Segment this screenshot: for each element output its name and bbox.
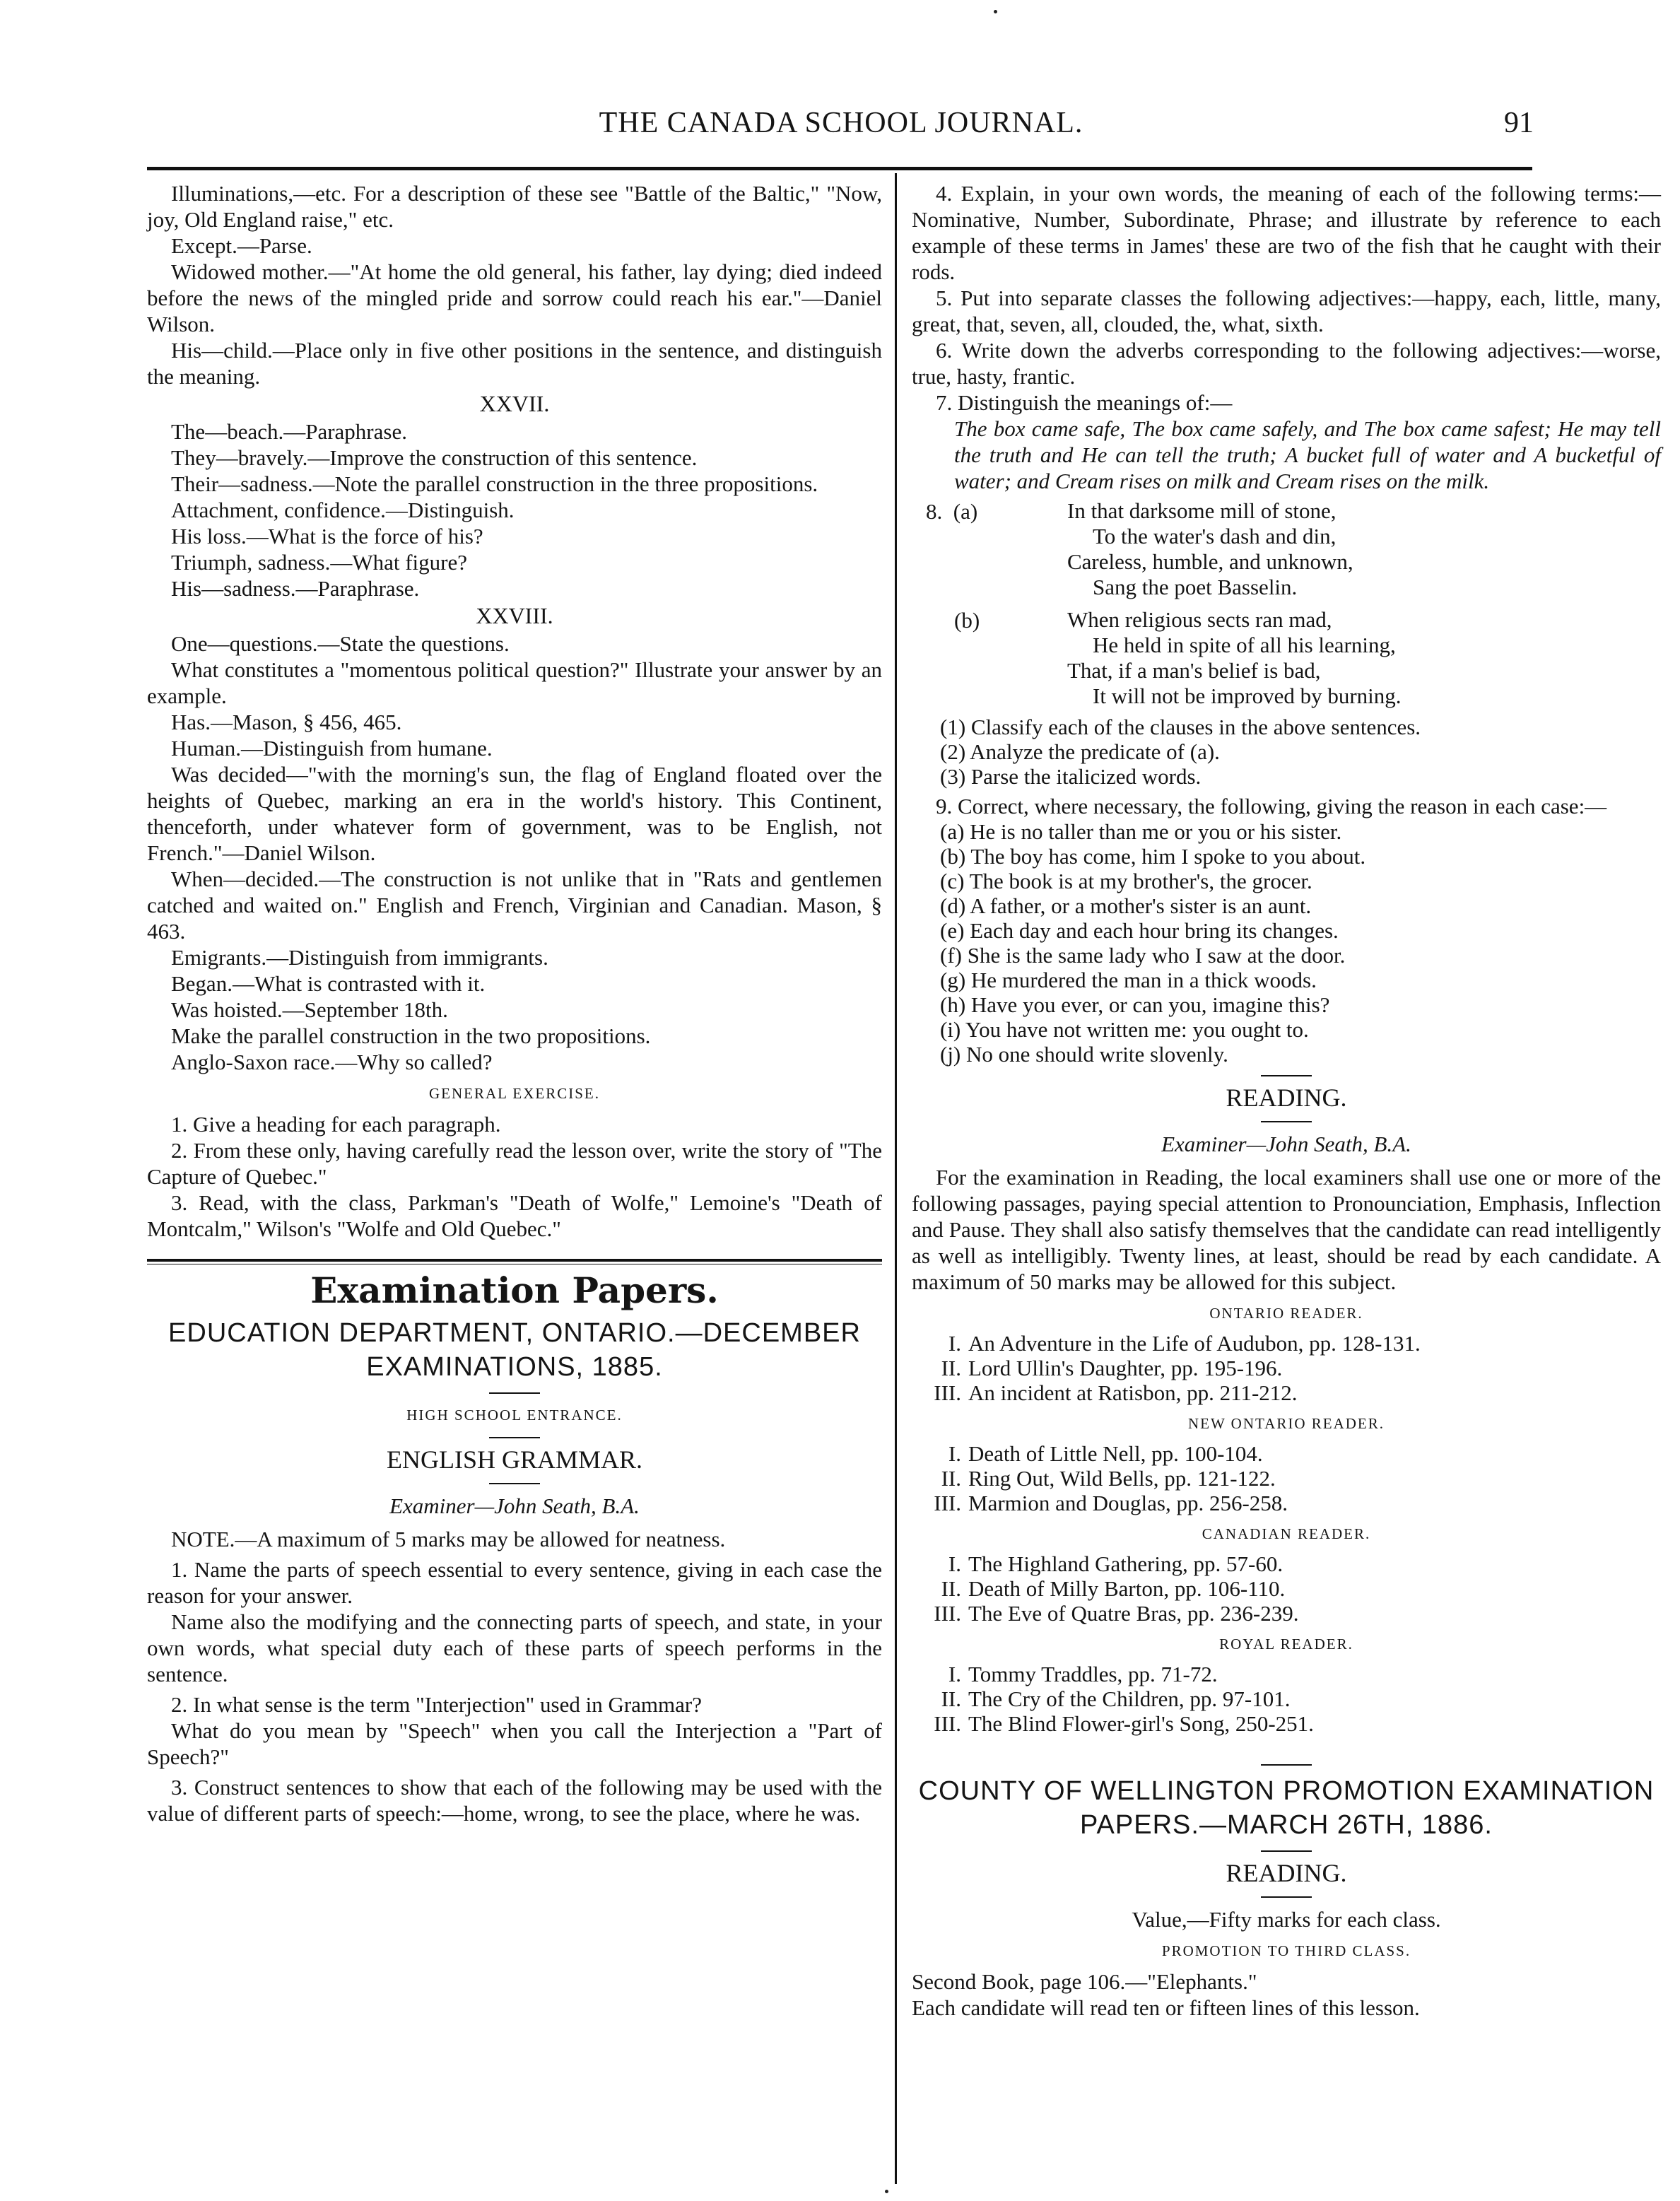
column-divider [895,173,897,2184]
roman-numeral: III. [934,1711,961,1736]
short-rule [1261,1121,1312,1122]
exam-heading: COUNTY OF WELLINGTON PROMOTION EXAMINATION PAPERS.—MARCH 26TH, 1886. [918,1776,1655,1840]
list-item: (i) You have not written me: you ought to. [940,1017,1309,1042]
paragraph: Began.—What is contrasted with it. [171,971,486,996]
lesson-title: The Cry of the Children, pp. 97-101. [968,1686,1291,1711]
list-item: (c) The book is at my brother's, the grocer. [940,869,1312,893]
subject-heading: READING. [1226,1859,1347,1887]
section-rule [147,1259,882,1264]
paragraph: Attachment, confidence.—Distinguish. [171,498,515,522]
lesson-title: Death of Milly Barton, pp. 106-110. [968,1576,1286,1601]
lesson-title: Lord Ullin's Daughter, pp. 195-196. [968,1356,1283,1380]
paragraph: Make the parallel construction in the two propositions. [171,1023,651,1048]
question: 1. Name the parts of speech essential to every sentence, giving in each case the reason for your answer. [147,1557,882,1608]
paragraph: What constitutes a "momentous political question?" Illustrate your answer by an example. [147,657,882,708]
list-item [933,1380,1661,1405]
subheading: PROMOTION TO THIRD CLASS. [1161,1942,1411,1959]
list-item [933,1576,1661,1601]
roman-numeral: I. [948,1662,961,1686]
list-item: (h) Have you ever, or can you, imagine this? [940,992,1330,1017]
reader-list [933,1551,1661,1626]
paragraph: Was hoisted.—September 18th. [171,997,448,1022]
lesson-title: An incident at Ratisbon, pp. 211-212. [968,1380,1298,1405]
paragraph: Has.—Mason, § 456, 465. [171,710,402,734]
list-item: (3) Parse the italicized words. [940,764,1202,789]
poem-line: In that darksome mill of stone, [1067,498,1337,523]
left-column [147,180,882,1826]
paragraph: Except.—Parse. [171,233,312,258]
poem-line: He held in spite of all his learning, [1093,633,1396,657]
poem-line: That, if a man's belief is bad, [1067,658,1321,683]
roman-numeral: II. [941,1576,961,1601]
label: (a) [953,499,978,524]
short-rule [1261,1764,1312,1766]
subject-heading: READING. [1226,1084,1347,1112]
list-item [933,1441,1661,1466]
roman-numeral: III. [934,1601,961,1626]
question: 2. In what sense is the term "Interjection" used in Grammar? [171,1692,702,1717]
note: NOTE.—A maximum of 5 marks may be allowed for neatness. [171,1527,726,1551]
paragraph: His—sadness.—Paraphrase. [171,576,420,601]
exam-heading: EDUCATION DEPARTMENT, ONTARIO.—DECEMBER EXAMINATIONS, 1885. [168,1318,861,1382]
paragraph: His loss.—What is the force of his? [171,524,483,548]
paragraph: Anglo-Saxon race.—Why so called? [171,1050,493,1074]
short-rule [1261,1896,1312,1898]
examiner-line: Examiner—John Seath, B.A. [1161,1132,1411,1156]
lesson-title: The Eve of Quatre Bras, pp. 236-239. [968,1601,1299,1626]
paragraph: Was decided—"with the morning's sun, the flag of England floated over the heights of Quebec, marking an era in the world's history. This Continent, thenceforth, under whatever form of government, was to be English, not French."—Daniel Wilson. [147,762,882,865]
value-line: Value,—Fifty marks for each class. [1132,1907,1441,1932]
lesson-title: Ring Out, Wild Bells, pp. 121-122. [968,1466,1276,1491]
lesson-title: Death of Little Nell, pp. 100-104. [968,1441,1263,1466]
question: 9. Correct, where necessary, the following, giving the reason in each case:— [936,794,1607,818]
poem-line: To the water's dash and din, [1093,524,1337,548]
list-item [933,1466,1661,1491]
print-speck [994,10,997,13]
roman-numeral: II. [941,1686,961,1711]
list-item [933,1551,1661,1576]
page-header [148,106,1534,155]
poem-line: Careless, humble, and unknown, [1067,549,1353,574]
question: 4. Explain, in your own words, the meaning of each of the following terms:—Nominative, Number, Subordinate, Phrase; and illustrate by reference to each example of these terms in James' these are two of the fish that he caught with their rods. [912,181,1661,284]
poem-b-label [912,607,989,709]
lesson-title: Marmion and Douglas, pp. 256-258. [968,1491,1288,1515]
short-rule [1261,1850,1312,1852]
reader-name: ONTARIO READER. [1209,1305,1363,1322]
paragraph: 2. From these only, having carefully read the lesson over, write the story of "The Capture of Quebec." [147,1138,882,1189]
section-title: Examination Papers. [310,1269,719,1311]
paragraph: 3. Read, with the class, Parkman's "Death of Wolfe," Lemoine's "Death of Montcalm," Wilson's "Wolfe and Old Quebec." [147,1190,882,1241]
right-column [912,180,1661,2021]
list-item: (e) Each day and each hour bring its changes. [940,918,1339,943]
roman-numeral: I. [948,1441,961,1466]
poem-line: Sang the poet Basselin. [1093,575,1298,599]
poem-b [912,607,1661,709]
list-item [933,1601,1661,1626]
lesson-title: Tommy Traddles, pp. 71-72. [968,1662,1218,1686]
roman-numeral: III. [934,1491,961,1515]
poem-a-label [912,498,989,600]
lesson-title: The Highland Gathering, pp. 57-60. [968,1551,1284,1576]
roman-numeral: I. [948,1331,961,1356]
question-number: 8. [926,499,943,524]
list-item: (g) He murdered the man in a thick woods. [940,968,1317,992]
reader-name: NEW ONTARIO READER. [1188,1415,1385,1432]
paragraph: They—bravely.—Improve the construction of this sentence. [171,445,698,470]
paragraph: Their—sadness.—Note the parallel construction in the three propositions. [171,471,818,496]
subject-heading: ENGLISH GRAMMAR. [386,1445,643,1474]
subheading: GENERAL EXERCISE. [428,1085,601,1102]
question: 5. Put into separate classes the following adjectives:—happy, each, little, many, great, that, seven, all, clouded, the, what, sixth. [912,286,1661,336]
list-item [933,1711,1661,1736]
list-item: (b) The boy has come, him I spoke to you about. [940,844,1366,869]
paragraph: Widowed mother.—"At home the old general, his father, lay dying; died indeed before the news of the mingled pride and sorrow could reach his ear."—Daniel Wilson. [147,259,882,336]
paragraph: Second Book, page 106.—"Elephants." [912,1969,1257,1994]
reader-name: CANADIAN READER. [1202,1525,1371,1542]
paragraph: 1. Give a heading for each paragraph. [171,1112,501,1137]
examiner-line: Examiner—John Seath, B.A. [389,1493,640,1518]
short-rule [489,1437,540,1438]
short-rule [489,1483,540,1484]
paragraph: One—questions.—State the questions. [171,631,510,656]
paragraph: Triumph, sadness.—What figure? [171,550,468,575]
subheading: HIGH SCHOOL ENTRANCE. [406,1407,623,1424]
list-item [933,1686,1661,1711]
poem-line: When religious sects ran mad, [1067,607,1332,632]
journal-title: THE CANADA SCHOOL JOURNAL. [599,107,1083,139]
paragraph: His—child.—Place only in five other positions in the sentence, and distinguish the meaning. [147,338,882,389]
paragraph: Emigrants.—Distinguish from immigrants. [171,945,548,970]
question: What do you mean by "Speech" when you call the Interjection a "Part of Speech?" [147,1718,882,1769]
poem-lines [1067,498,1353,600]
question: 7. Distinguish the meanings of:— [936,390,1233,415]
list-item: (a) He is no taller than me or you or his sister. [940,819,1342,844]
question-detail: The box came safe, The box came safely, and The box came safest; He may tell the truth and He can tell the truth; A bucket full of water and A bucketful of water; and Cream rises on milk and Cream rises on the milk. [954,416,1661,493]
question: 3. Construct sentences to show that each of the following may be used with the value of different parts of speech:—home, wrong, to see the place, where he was. [147,1775,882,1826]
poem-lines [1067,607,1402,709]
list-item [933,1331,1661,1356]
roman-numeral: II. [941,1356,961,1380]
print-speck [885,2190,888,2193]
list-item [933,1662,1661,1686]
reader-list [933,1662,1661,1736]
list-item: (2) Analyze the predicate of (a). [940,739,1220,764]
roman-numeral: I. [948,1551,961,1576]
header-rule [147,167,1532,170]
question: 6. Write down the adverbs corresponding to the following adjectives:—worse, true, hasty, frantic. [912,338,1661,389]
list-item [933,1356,1661,1380]
subquestions [940,715,1661,789]
list-item: (f) She is the same lady who I saw at the door. [940,943,1346,968]
correction-list [940,819,1661,1067]
list-item: (d) A father, or a mother's sister is an aunt. [940,893,1312,918]
question-8 [912,498,1661,709]
lesson-title: The Blind Flower-girl's Song, 250-251. [968,1711,1314,1736]
section-number: XXVIII. [476,603,553,628]
paragraph: When—decided.—The construction is not unlike that in "Rats and gentlemen catched and waited on." English and French, Virginian and Canadian. Mason, § 463. [147,867,882,944]
list-item [933,1491,1661,1515]
paragraph: Each candidate will read ten or fifteen lines of this lesson. [912,1995,1420,2020]
label: (b) [954,608,980,633]
paragraph: Illuminations,—etc. For a description of these see "Battle of the Baltic," "Now, joy, Old England raise," etc. [147,181,882,232]
question: Name also the modifying and the connecting parts of speech, and state, in your own words, what special duty each of these parts of speech performs in the sentence. [147,1609,882,1686]
lesson-title: An Adventure in the Life of Audubon, pp. 128-131. [968,1331,1421,1356]
list-item: (j) No one should write slovenly. [940,1042,1228,1067]
paragraph: The—beach.—Paraphrase. [171,419,407,444]
paragraph: For the examination in Reading, the local examiners shall use one or more of the following passages, paying special attention to Pronounciation, Emphasis, Inflection and Pause. They shall also satisfy themselves that the candidate can read intelligently as well as intelligibly. Twenty lines, at least, should be read by each candidate. A maximum of 50 marks may be allowed for this subject. [912,1165,1661,1294]
reader-list [933,1331,1661,1405]
short-rule [1261,1075,1312,1076]
paragraph: Human.—Distinguish from humane. [171,736,493,761]
reader-name: ROYAL READER. [1219,1636,1353,1653]
list-item: (1) Classify each of the clauses in the above sentences. [940,715,1421,739]
section-number: XXVII. [479,391,550,416]
roman-numeral: II. [941,1466,961,1491]
poem-a [912,498,1661,600]
reader-list [933,1441,1661,1515]
roman-numeral: III. [934,1380,961,1405]
page-number: 91 [1504,107,1534,139]
poem-line: It will not be improved by burning. [1093,683,1402,708]
short-rule [489,1392,540,1394]
